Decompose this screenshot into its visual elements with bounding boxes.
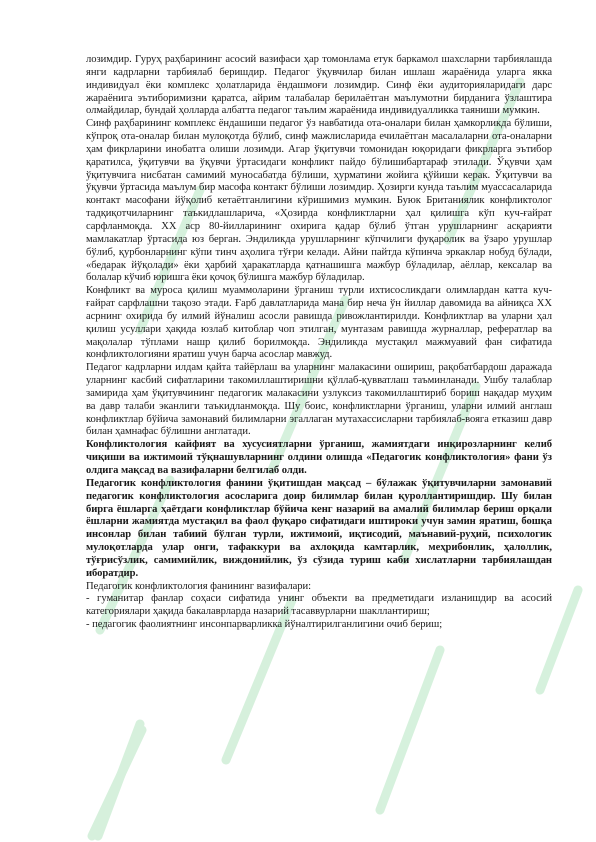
bold-paragraph: Педагогик конфликтология фанини ўқитишдан мақсад – бўлажак ўқитувчиларни замонавий педагогик конфликтология асосларига доир билимлар билан қуроллантиришдир. Шу билан бирга ёшларга ҳаётдаги конфликтлар бўйича кенг назарий ва амалий билимлар бериш орқали ёшларни жамиятда мустақил ва фаол фуқаро сифатидаги иштироки учун замин яратиш, бошқа инсонлар билан табиий бўлган турли, ижтимоий, иқтисодий, маънавий-руҳий, психологик мулоқотларда улар онги, тафаккури ва ахлоқида камтарлик, меҳрибонлик, ҳалоллик, тўғрисўзлик, самимийлик, виждонийлик, ўз сўзида туриш каби хислатларни тарбиялашдан иборатдир. xyxy=(86,477,552,579)
bold-paragraph: Конфликтология кайфият ва хусусиятларни ўрганиш, жамиятдаги инқирозларнинг келиб чиқиши ва ижтимоий тўқнашувларнинг олдини олишда «Педагогик конфликтология» фани ўз олдига мақсад ва вазифаларни белгилаб олди. xyxy=(86,439,552,476)
document-body xyxy=(86,54,552,632)
paragraph: Педагог кадрларни илдам қайта тайёрлаш ва уларнинг малакасини ошириш, рақобатбардош даражада уларнинг касбий сифатларини такомиллаштиришни қўллаб-қувватлаш таъминланади. Ушбу талаблар замирида ҳам ўқитувчининг педагогик малакасини узлуксиз такомиллаштириб бориш нақадар муҳим ва давр талаби эканлиги таъкидланмоқда. Шу боис, конфликтларни ўрганиш, уларни илмий англаш конфликтлар бўйича замонавий билимларни эгаллаган мутахассисларни тарбиялаб-вояга етказиш давр билан ҳамнафас бўлишни англатади. xyxy=(86,362,552,438)
list-heading: Педагогик конфликтология фанининг вазифалари: xyxy=(86,580,312,592)
paragraph: Синф раҳбарининг комплекс ёндашиши педагог ўз навбатида ота-оналари билан ҳамкорликда бўлиши, кўпроқ ота-оналар билан мулоқотда бўлиб, синф мажлисларида ечилаётган масалаларни ота-оналарни ҳам фикрларини инобатга олиши лозимди. Агар ўқитувчи томонидан юқоридаги фикрларга эътибор қаратилса, ўқитувчи ва ўқувчи ўртасидаги конфликт пайдо бўлишибартараф этилади. Ўқувчи ҳам ўқитувчига нисбатан самимий муносабатда бўлиши, ҳурматини жойига қўйиши керак. Ўқитувчи ва ўқувчи ўртасида маълум бир масофа контакт бўлиши лозимдир. Ҳозирги кунда таълим муассасаларида контакт масофани йўқолиб кетаётганлигини кўришимиз мумкин. Буюк Британиялик конфликтолог тадқиқотчиларнинг таъкидлашларича, «Ҳозирда конфликтларни ҳал қилишга кўп куч-ғайрат сарфланмоқда. XX аср 80-йилларининг охирига қадар бўлиб ўтган урушларнинг асқарияти мамлакатлар ўртасида юз берган. Эндиликда урушларнинг кўпчилиги фуқаролик ва ўзаро урушлар бўлиб, қурбонларнинг кўпи тинч аҳолига тўғри келади. Айни пайтда кўпинча эркаклар нобуд бўлади, «бедарак йўқолади» ёки ҳарбий ҳаракатларда қатнашишга мажбур бўладилар, аёллар, кексалар ва болалар кўчиб юришга ёки қочоқ бўлишга мажбур бўладилар. xyxy=(86,118,552,284)
paragraph: Конфликт ва муроса қилиш муаммоларини ўрганиш турли ихтисосликдаги олимлардан катта куч-ғайрат сарфлашни тақозо этади. Ғарб давлатларида мана бир неча ўн йиллар давомида ва айниқса XX асрнинг охирида бу илмий йўналиш асосли равишда ривожлантирилди. Конфликтлар ва уларни ҳал қилиш усуллари ҳақида юзлаб китоблар чоп этилган, мунтазам равишда журналлар, рефератлар ва мақолалар тўплами нашр қилиб борилмоқда. Эндиликда мустақил мажмуавий фан сифатида конфликтологияни яратиш учун барча асослар мавжуд. xyxy=(86,285,552,361)
list-item: - гуманитар фанлар соҳаси сифатида унинг объекти ва предметидаги изланишдир ва асосий категориялари ҳақида бакалаврларда назарий тасаввурларни шакллантириш; xyxy=(86,593,552,618)
task-list xyxy=(86,593,552,632)
list-item: - педагогик фаолиятнинг инсонпарварликка йўналтирилганлигини очиб бериш; xyxy=(86,619,443,631)
paragraph: лозимдир. Гуруҳ раҳбарининг асосий вазифаси ҳар томонлама етук баркамол шахсларни тарбиялашда янги кадрларни тарбиялаб беришдир. Педагог ўқувчилар билан ишлаш жараёнида уларга якка индивидуал ёки комплекс ҳолатларида ёндашмоғи лозимдир. Синф ёки аудиторияларидаги дарс жараёнига эътиборимизни қаратса, айрим талабалар берилаётган маълумотни бирданига ўзлаштира олмайдилар, бундай ҳолларда албатта педагог таълим жараёнида индивидуалликка таяниши мумкин. xyxy=(86,54,552,117)
